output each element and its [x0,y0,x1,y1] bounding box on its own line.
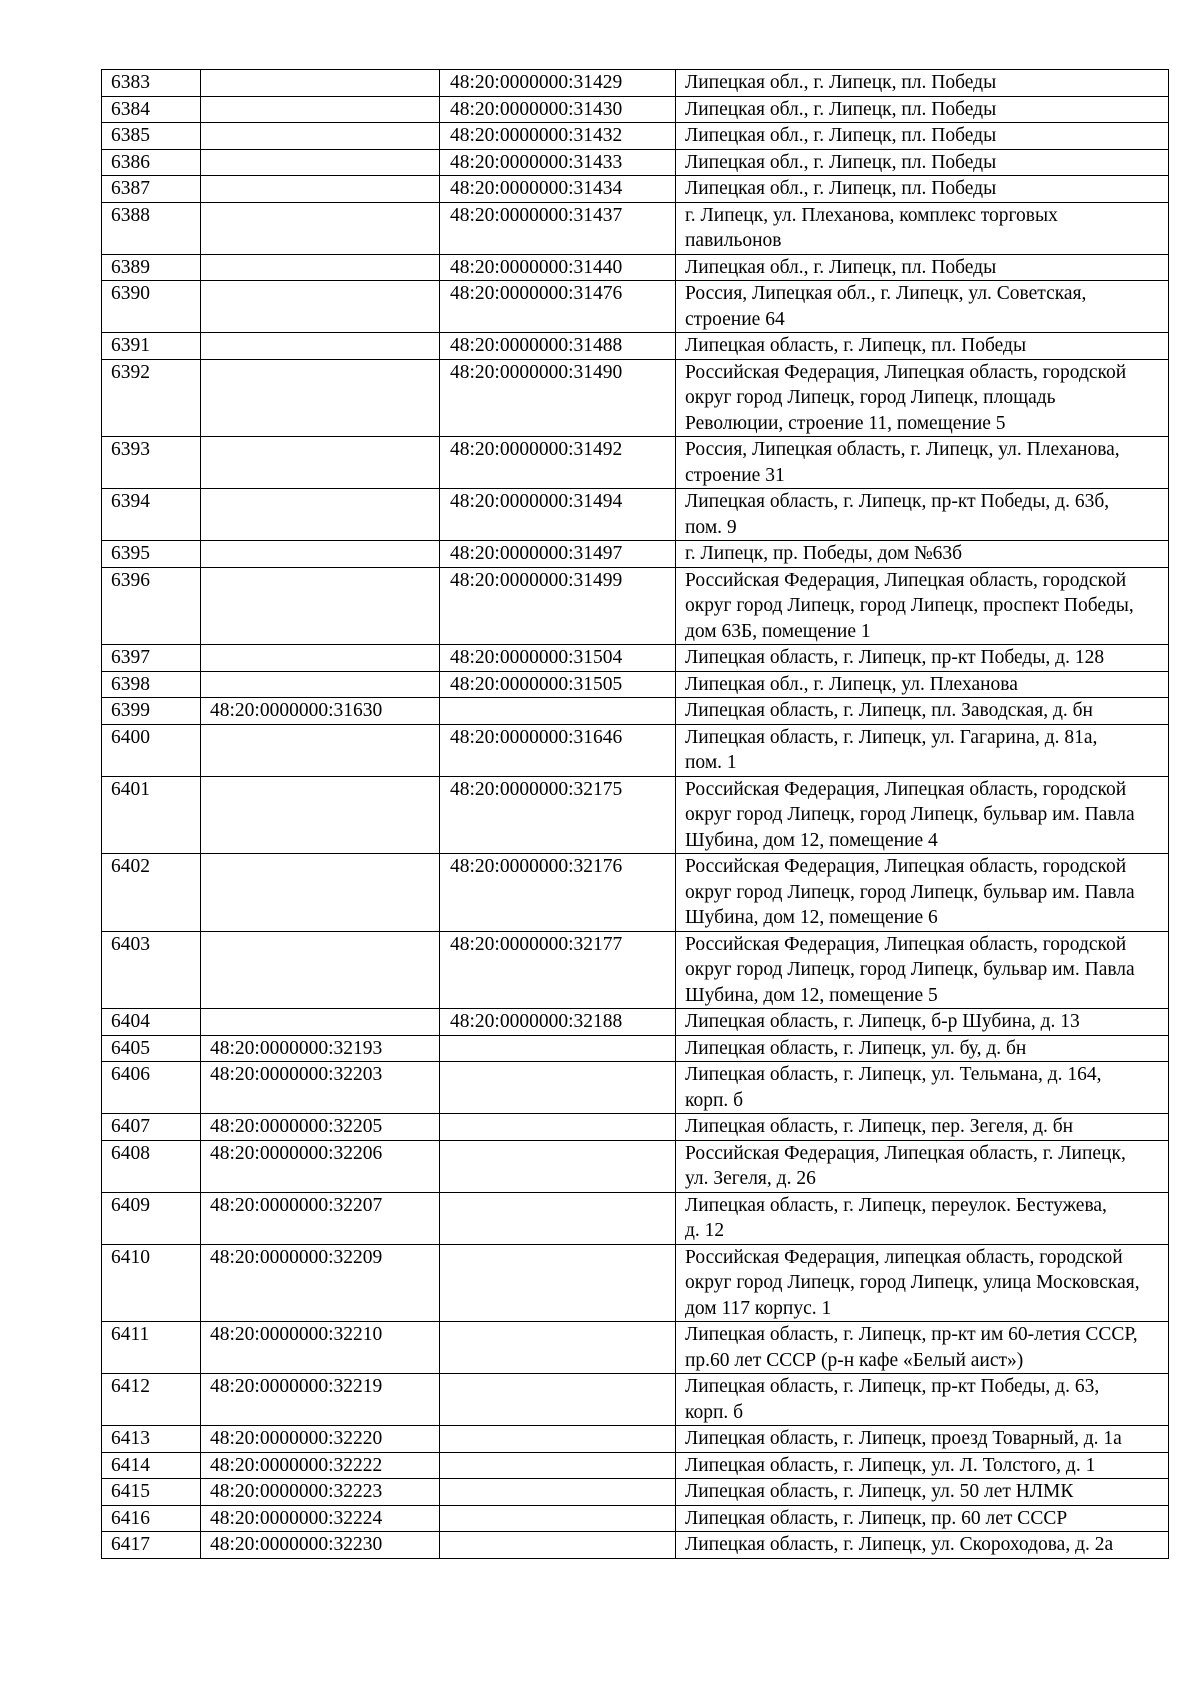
cadastral-number-b-cell [440,698,676,725]
cadastral-number-a-cell [201,1009,440,1036]
cadastral-number-b-cell: 48:20:0000000:32177 [440,931,676,1009]
address-cell: Липецкая область, г. Липецк, пр-кт Победы, д. 128 [676,645,1169,672]
table-row [102,123,1169,150]
address-cell: Россия, Липецкая обл., г. Липецк, ул. Советская, строение 64 [676,281,1169,333]
cadastral-number-b-cell: 48:20:0000000:32175 [440,776,676,854]
row-number-cell: 6413 [102,1426,201,1453]
cadastral-number-b-cell: 48:20:0000000:31646 [440,724,676,776]
table-row [102,96,1169,123]
cadastral-number-a-cell [201,359,440,437]
table-row [102,1035,1169,1062]
table-row [102,1452,1169,1479]
table-row [102,541,1169,568]
row-number-cell: 6407 [102,1114,201,1141]
row-number-cell: 6384 [102,96,201,123]
table-row [102,1322,1169,1374]
row-number-cell: 6389 [102,254,201,281]
cadastral-number-b-cell: 48:20:0000000:31497 [440,541,676,568]
address-cell: Липецкая область, г. Липецк, ул. Скороходова, д. 2а [676,1532,1169,1559]
row-number-cell: 6399 [102,698,201,725]
table-row [102,724,1169,776]
cadastral-number-a-cell [201,854,440,932]
cadastral-number-b-cell [440,1244,676,1322]
cadastral-number-b-cell [440,1374,676,1426]
table-body [102,70,1169,1559]
table-row [102,671,1169,698]
row-number-cell: 6387 [102,176,201,203]
property-table [101,69,1169,1559]
cadastral-number-b-cell [440,1505,676,1532]
address-cell: Липецкая область, г. Липецк, пр. 60 лет СССР [676,1505,1169,1532]
table-row [102,202,1169,254]
address-cell: Липецкая область, г. Липецк, ул. Л. Толстого, д. 1 [676,1452,1169,1479]
address-cell: Липецкая обл., г. Липецк, пл. Победы [676,70,1169,97]
table-row [102,1244,1169,1322]
cadastral-number-b-cell: 48:20:0000000:31505 [440,671,676,698]
cadastral-number-b-cell [440,1062,676,1114]
cadastral-number-a-cell [201,202,440,254]
row-number-cell: 6405 [102,1035,201,1062]
table-row [102,149,1169,176]
cadastral-number-b-cell: 48:20:0000000:31488 [440,333,676,360]
cadastral-number-a-cell [201,931,440,1009]
cadastral-number-a-cell [201,176,440,203]
row-number-cell: 6412 [102,1374,201,1426]
address-cell: Липецкая область, г. Липецк, пер. Зегеля, д. бн [676,1114,1169,1141]
cadastral-number-b-cell: 48:20:0000000:32176 [440,854,676,932]
row-number-cell: 6415 [102,1479,201,1506]
table-row [102,1114,1169,1141]
address-cell: Липецкая обл., г. Липецк, пл. Победы [676,254,1169,281]
address-cell: Российская Федерация, Липецкая область, городской округ город Липецк, город Липецк, площадь Революции, строение 11, помещение 5 [676,359,1169,437]
table-row [102,437,1169,489]
cadastral-number-b-cell [440,1532,676,1559]
row-number-cell: 6403 [102,931,201,1009]
table-row [102,1479,1169,1506]
address-cell: Липецкая область, г. Липецк, пл. Победы [676,333,1169,360]
cadastral-number-a-cell [201,437,440,489]
address-cell: г. Липецк, пр. Победы, дом №63б [676,541,1169,568]
cadastral-number-a-cell [201,567,440,645]
cadastral-number-b-cell: 48:20:0000000:31490 [440,359,676,437]
row-number-cell: 6402 [102,854,201,932]
cadastral-number-b-cell: 48:20:0000000:31440 [440,254,676,281]
cadastral-number-a-cell [201,671,440,698]
cadastral-number-b-cell [440,1426,676,1453]
table-row [102,1426,1169,1453]
row-number-cell: 6392 [102,359,201,437]
row-number-cell: 6416 [102,1505,201,1532]
cadastral-number-b-cell: 48:20:0000000:31434 [440,176,676,203]
address-cell: Российская Федерация, липецкая область, городской округ город Липецк, город Липецк, улица Московская, дом 117 корпус. 1 [676,1244,1169,1322]
cadastral-number-a-cell: 48:20:0000000:32210 [201,1322,440,1374]
cadastral-number-b-cell [440,1322,676,1374]
cadastral-number-b-cell: 48:20:0000000:31504 [440,645,676,672]
table-row [102,1505,1169,1532]
address-cell: Липецкая область, г. Липецк, пр-кт им 60-летия СССР, пр.60 лет СССР (р-н кафе «Белый аист») [676,1322,1169,1374]
cadastral-number-b-cell: 48:20:0000000:31499 [440,567,676,645]
address-cell: Российская Федерация, Липецкая область, г. Липецк, ул. Зегеля, д. 26 [676,1140,1169,1192]
table-row [102,931,1169,1009]
row-number-cell: 6397 [102,645,201,672]
cadastral-number-a-cell [201,724,440,776]
cadastral-number-a-cell: 48:20:0000000:32205 [201,1114,440,1141]
cadastral-number-b-cell: 48:20:0000000:31429 [440,70,676,97]
address-cell: Липецкая обл., г. Липецк, пл. Победы [676,176,1169,203]
row-number-cell: 6390 [102,281,201,333]
row-number-cell: 6383 [102,70,201,97]
address-cell: Россия, Липецкая область, г. Липецк, ул. Плеханова, строение 31 [676,437,1169,489]
table-row [102,489,1169,541]
table-row [102,1374,1169,1426]
address-cell: г. Липецк, ул. Плеханова, комплекс торговых павильонов [676,202,1169,254]
table-row [102,1192,1169,1244]
cadastral-number-b-cell: 48:20:0000000:31476 [440,281,676,333]
row-number-cell: 6386 [102,149,201,176]
table-row [102,359,1169,437]
cadastral-number-a-cell [201,96,440,123]
address-cell: Липецкая область, г. Липецк, б-р Шубина, д. 13 [676,1009,1169,1036]
cadastral-number-a-cell: 48:20:0000000:32222 [201,1452,440,1479]
row-number-cell: 6417 [102,1532,201,1559]
address-cell: Липецкая область, г. Липецк, пр-кт Победы, д. 63, корп. б [676,1374,1169,1426]
cadastral-number-a-cell [201,281,440,333]
address-cell: Липецкая область, г. Липецк, пл. Заводская, д. бн [676,698,1169,725]
cadastral-number-a-cell [201,254,440,281]
address-cell: Липецкая область, г. Липецк, ул. Тельмана, д. 164, корп. б [676,1062,1169,1114]
address-cell: Российская Федерация, Липецкая область, городской округ город Липецк, город Липецк, бульвар им. Павла Шубина, дом 12, помещение 5 [676,931,1169,1009]
cadastral-number-a-cell [201,149,440,176]
table-row [102,1532,1169,1559]
table-row [102,698,1169,725]
row-number-cell: 6394 [102,489,201,541]
cadastral-number-a-cell [201,489,440,541]
address-cell: Липецкая область, г. Липецк, переулок. Бестужева, д. 12 [676,1192,1169,1244]
cadastral-number-a-cell: 48:20:0000000:32203 [201,1062,440,1114]
address-cell: Липецкая обл., г. Липецк, пл. Победы [676,149,1169,176]
cadastral-number-a-cell: 48:20:0000000:32220 [201,1426,440,1453]
address-cell: Липецкая обл., г. Липецк, пл. Победы [676,96,1169,123]
table-row [102,645,1169,672]
row-number-cell: 6395 [102,541,201,568]
table-row [102,776,1169,854]
address-cell: Липецкая область, г. Липецк, пр-кт Победы, д. 63б, пом. 9 [676,489,1169,541]
cadastral-number-b-cell: 48:20:0000000:31430 [440,96,676,123]
row-number-cell: 6393 [102,437,201,489]
address-cell: Российская Федерация, Липецкая область, городской округ город Липецк, город Липецк, проспект Победы, дом 63Б, помещение 1 [676,567,1169,645]
cadastral-number-a-cell [201,123,440,150]
cadastral-number-b-cell [440,1140,676,1192]
cadastral-number-a-cell [201,645,440,672]
row-number-cell: 6391 [102,333,201,360]
cadastral-number-b-cell: 48:20:0000000:31433 [440,149,676,176]
cadastral-number-a-cell [201,776,440,854]
cadastral-number-b-cell [440,1192,676,1244]
table-row [102,70,1169,97]
cadastral-number-b-cell [440,1452,676,1479]
table-row [102,567,1169,645]
cadastral-number-a-cell: 48:20:0000000:32219 [201,1374,440,1426]
cadastral-number-b-cell [440,1479,676,1506]
cadastral-number-b-cell: 48:20:0000000:31492 [440,437,676,489]
cadastral-number-b-cell [440,1035,676,1062]
row-number-cell: 6401 [102,776,201,854]
address-cell: Липецкая обл., г. Липецк, ул. Плеханова [676,671,1169,698]
address-cell: Липецкая обл., г. Липецк, пл. Победы [676,123,1169,150]
cadastral-number-b-cell: 48:20:0000000:32188 [440,1009,676,1036]
address-cell: Липецкая область, г. Липецк, проезд Товарный, д. 1а [676,1426,1169,1453]
cadastral-number-a-cell: 48:20:0000000:32224 [201,1505,440,1532]
cadastral-number-a-cell: 48:20:0000000:32193 [201,1035,440,1062]
row-number-cell: 6406 [102,1062,201,1114]
row-number-cell: 6411 [102,1322,201,1374]
cadastral-number-a-cell [201,541,440,568]
cadastral-number-b-cell: 48:20:0000000:31437 [440,202,676,254]
table-row [102,281,1169,333]
cadastral-number-a-cell: 48:20:0000000:32223 [201,1479,440,1506]
cadastral-number-b-cell: 48:20:0000000:31432 [440,123,676,150]
cadastral-number-a-cell: 48:20:0000000:32206 [201,1140,440,1192]
address-cell: Липецкая область, г. Липецк, ул. бу, д. бн [676,1035,1169,1062]
row-number-cell: 6400 [102,724,201,776]
row-number-cell: 6396 [102,567,201,645]
row-number-cell: 6414 [102,1452,201,1479]
row-number-cell: 6398 [102,671,201,698]
cadastral-number-a-cell: 48:20:0000000:32209 [201,1244,440,1322]
address-cell: Российская Федерация, Липецкая область, городской округ город Липецк, город Липецк, бульвар им. Павла Шубина, дом 12, помещение 6 [676,854,1169,932]
address-cell: Липецкая область, г. Липецк, ул. 50 лет НЛМК [676,1479,1169,1506]
table-row [102,1062,1169,1114]
address-cell: Липецкая область, г. Липецк, ул. Гагарина, д. 81а, пом. 1 [676,724,1169,776]
cadastral-number-a-cell: 48:20:0000000:32207 [201,1192,440,1244]
table-row [102,254,1169,281]
row-number-cell: 6404 [102,1009,201,1036]
table-row [102,854,1169,932]
row-number-cell: 6409 [102,1192,201,1244]
address-cell: Российская Федерация, Липецкая область, городской округ город Липецк, город Липецк, бульвар им. Павла Шубина, дом 12, помещение 4 [676,776,1169,854]
table-row [102,1009,1169,1036]
table-row [102,333,1169,360]
row-number-cell: 6408 [102,1140,201,1192]
table-row [102,176,1169,203]
row-number-cell: 6385 [102,123,201,150]
cadastral-number-a-cell: 48:20:0000000:31630 [201,698,440,725]
cadastral-number-b-cell [440,1114,676,1141]
row-number-cell: 6410 [102,1244,201,1322]
cadastral-number-a-cell [201,70,440,97]
table-row [102,1140,1169,1192]
cadastral-number-b-cell: 48:20:0000000:31494 [440,489,676,541]
cadastral-number-a-cell: 48:20:0000000:32230 [201,1532,440,1559]
row-number-cell: 6388 [102,202,201,254]
cadastral-number-a-cell [201,333,440,360]
